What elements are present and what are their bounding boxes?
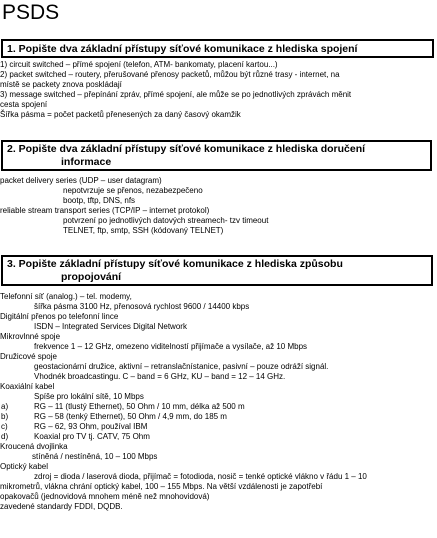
answer-3-line: frekvence 1 – 12 GHz, omezeno viditelností přijímače a vysílače, až 10 Mbps: [34, 342, 308, 351]
answer-1: [0, 60, 351, 120]
coax-list-text: RG – 62, 93 Ohm, používal IBM: [34, 422, 148, 431]
answer-3-line: mikrometrů, vlákna chrání optický kabel, 100 – 155 Mbps. Na větší vzdálenosti je zapotřebí: [0, 482, 323, 491]
question-3-heading-line-1: 3. Popište základní přístupy síťové komunikace z hlediska způsobu: [7, 258, 343, 270]
answer-3-line: Spíše pro lokální sítě, 10 Mbps: [34, 392, 144, 401]
answer-3-line: Telefonní síť (analog.) – tel. modemy,: [0, 292, 132, 301]
coax-list-text: Koaxial pro TV tj. CATV, 75 Ohm: [34, 432, 150, 441]
answer-3-line: ISDN – Integrated Services Digital Network: [34, 322, 187, 331]
answer-3-line: zavedené standardy FDDI, DQDB.: [0, 502, 123, 511]
question-2-heading: [1, 140, 432, 171]
answer-1-line: 2) packet switched – routery, přerušované přenosy packetů, můžou být různé trasy - internet, na: [0, 70, 340, 79]
coax-list-key: d): [1, 432, 9, 441]
answer-3-line: zdroj = dioda / laserová dioda, přijímač = fotodioda, nosič = tenké optické vlákno v řádu 1 – 10: [34, 472, 367, 481]
answer-2-line: bootp, tftp, DNS, nfs: [63, 196, 136, 205]
coax-list-text: RG – 11 (tlustý Ethernet), 50 Ohm / 10 mm, délka až 500 m: [34, 402, 245, 411]
answer-3-line: opakovačů (jednovidová mnohem méně než mnohovidová): [0, 492, 210, 501]
question-3-heading-line-2: propojování: [61, 271, 122, 283]
answer-2-line: nepotvrzuje se přenos, nezabezpečeno: [63, 186, 203, 195]
answer-1-line: místě se packety znova poskládají: [0, 80, 122, 89]
answer-2-line: TELNET, ftp, smtp, SSH (kódovaný TELNET): [63, 226, 224, 235]
question-1-heading: 1. Popište dva základní přístupy síťové komunikace z hlediska spojení: [1, 39, 434, 58]
question-3-heading: [1, 255, 433, 286]
coax-list-text: RG – 58 (tenký Ethernet), 50 Ohm / 4,9 mm, do 185 m: [34, 412, 227, 421]
answer-3-line: geostacionární družice, aktivní – retranslačnístanice, pasivní – pouze odráží signál.: [34, 362, 329, 371]
answer-2-line: packet delivery series (UDP – user datagram): [0, 176, 162, 185]
answer-3-line: šířka pásma 3100 Hz, přenosová rychlost 9600 / 14400 kbps: [34, 302, 250, 311]
answer-3-line: Optický kabel: [0, 462, 49, 471]
answer-2: [0, 176, 268, 236]
coax-list-item: [0, 402, 367, 412]
coax-list-key: b): [1, 412, 9, 421]
answer-2-line: potvrzení po jednotlivých datových streamech- tzv timeout: [63, 216, 269, 225]
answer-3-line: Družicové spoje: [0, 352, 57, 361]
answer-1-line: cesta spojení: [0, 100, 48, 109]
coax-list-key: c): [1, 422, 8, 431]
answer-3-line: Mikrovlnné spoje: [0, 332, 61, 341]
answer-2-line: reliable stream transport series (TCP/IP – internet protokol): [0, 206, 210, 215]
answer-3-line: Koaxiální kabel: [0, 382, 55, 391]
question-2-heading-line-1: 2. Popište dva základní přístupy síťové komunikace z hlediska doručení: [7, 143, 366, 155]
coax-list-item: [0, 432, 367, 442]
answer-1-line: Šířka pásma = počet packetů přenesených za daný časový okamžik: [0, 110, 241, 119]
answer-3-line: Digitální přenos po telefonní lince: [0, 312, 119, 321]
answer-1-line: 1) circuit switched – přímé spojení (telefon, ATM- bankomaty, placení kartou...): [0, 60, 278, 69]
answer-3-line: Vhodnék broadcastingu. C – band = 6 GHz, KU – band = 12 – 14 GHz.: [34, 372, 286, 381]
answer-3-line: Kroucená dvojlinka: [0, 442, 68, 451]
document-title: PSDS: [2, 1, 60, 24]
answer-3: [0, 292, 367, 512]
coax-list-key: a): [1, 402, 9, 411]
answer-1-line: 3) message switched – přepínání zpráv, přímé spojení, ale může se po jednotlivých zprávách měnit: [0, 90, 352, 99]
answer-3-line: stíněná / nestíněná, 10 – 100 Mbps: [32, 452, 158, 461]
coax-list-item: [0, 422, 367, 432]
question-2-heading-line-2: informace: [61, 156, 112, 168]
coax-list-item: [0, 412, 367, 422]
